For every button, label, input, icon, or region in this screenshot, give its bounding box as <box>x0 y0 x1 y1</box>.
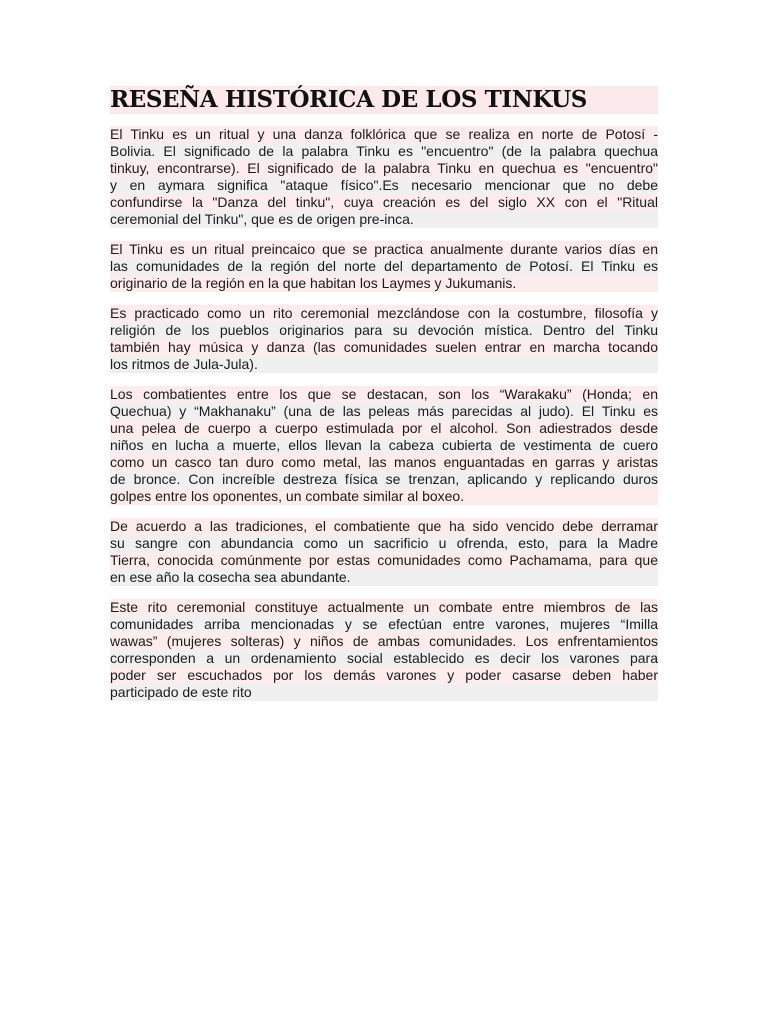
paragraph-line: golpes entre los oponentes, un combate similar al boxeo. <box>110 488 658 505</box>
paragraph-line: De acuerdo a las tradiciones, el combatiente que ha sido vencido debe derramar <box>110 518 658 534</box>
paragraph-line: comunidades arriba mencionadas y se efectúan entre varones, mujeres “Imilla <box>110 616 658 632</box>
document-body <box>110 126 658 701</box>
paragraph-line: niños en lucha a muerte, ellos llevan la cabeza cubierta de vestimenta de cuero <box>110 437 658 453</box>
paragraph-line: de bronce. Con increíble destreza física se trenzan, aplicando y replicando duros <box>110 471 658 487</box>
paragraph <box>110 386 658 505</box>
paragraph-line: El Tinku es un ritual preincaico que se practica anualmente durante varios días en <box>110 241 658 257</box>
paragraph-line: originario de la región en la que habitan los Laymes y Jukumanis. <box>110 275 658 292</box>
paragraph-line: en ese año la cosecha sea abundante. <box>110 569 658 586</box>
paragraph-line: como un casco tan duro como metal, las manos enguantadas en garras y aristas <box>110 454 658 470</box>
paragraph <box>110 126 658 228</box>
document-title: RESEÑA HISTÓRICA DE LOS TINKUS <box>110 86 658 114</box>
paragraph-line: tinkuy, encontrarse). El significado de la palabra Tinku en quechua es "encuentro" <box>110 160 658 176</box>
paragraph-line: Los combatientes entre los que se destacan, son los “Warakaku” (Honda; en <box>110 386 658 402</box>
paragraph <box>110 241 658 292</box>
paragraph-line: también hay música y danza (las comunidades suelen entrar en marcha tocando <box>110 339 658 355</box>
paragraph <box>110 599 658 701</box>
paragraph-line: confundirse la "Danza del tinku", cuya creación es del siglo XX con el "Ritual <box>110 194 658 210</box>
paragraph-line: su sangre con abundancia como un sacrificio u ofrenda, esto, para la Madre <box>110 535 658 551</box>
paragraph-line: Bolivia. El significado de la palabra Tinku es "encuentro" (de la palabra quechua <box>110 143 658 159</box>
paragraph-line: los ritmos de Jula-Jula). <box>110 356 658 373</box>
paragraph-line: participado de este rito <box>110 684 658 701</box>
paragraph-line: poder ser escuchados por los demás varones y poder casarse deben haber <box>110 667 658 683</box>
paragraph-line: religión de los pueblos originarios para su devoción mística. Dentro del Tinku <box>110 322 658 338</box>
paragraph-line: y en aymara significa "ataque físico".Es necesario mencionar que no debe <box>110 177 658 193</box>
paragraph-line: una pelea de cuerpo a cuerpo estimulada por el alcohol. Son adiestrados desde <box>110 420 658 436</box>
paragraph <box>110 518 658 586</box>
document-content <box>110 86 658 714</box>
paragraph-line: Tierra, conocida comúnmente por estas comunidades como Pachamama, para que <box>110 552 658 568</box>
paragraph-line: corresponden a un ordenamiento social establecido es decir los varones para <box>110 650 658 666</box>
paragraph-line: El Tinku es un ritual y una danza folklórica que se realiza en norte de Potosí - <box>110 126 658 142</box>
paragraph-line: ceremonial del Tinku", que es de origen pre-inca. <box>110 211 658 228</box>
paragraph-line: Quechua) y “Makhanaku” (una de las peleas más parecidas al judo). El Tinku es <box>110 403 658 419</box>
paragraph-line: Este rito ceremonial constituye actualmente un combate entre miembros de las <box>110 599 658 615</box>
paragraph-line: Es practicado como un rito ceremonial mezclándose con la costumbre, filosofía y <box>110 305 658 321</box>
paragraph-line: wawas” (mujeres solteras) y niños de ambas comunidades. Los enfrentamientos <box>110 633 658 649</box>
paragraph <box>110 305 658 373</box>
paragraph-line: las comunidades de la región del norte del departamento de Potosí. El Tinku es <box>110 258 658 274</box>
